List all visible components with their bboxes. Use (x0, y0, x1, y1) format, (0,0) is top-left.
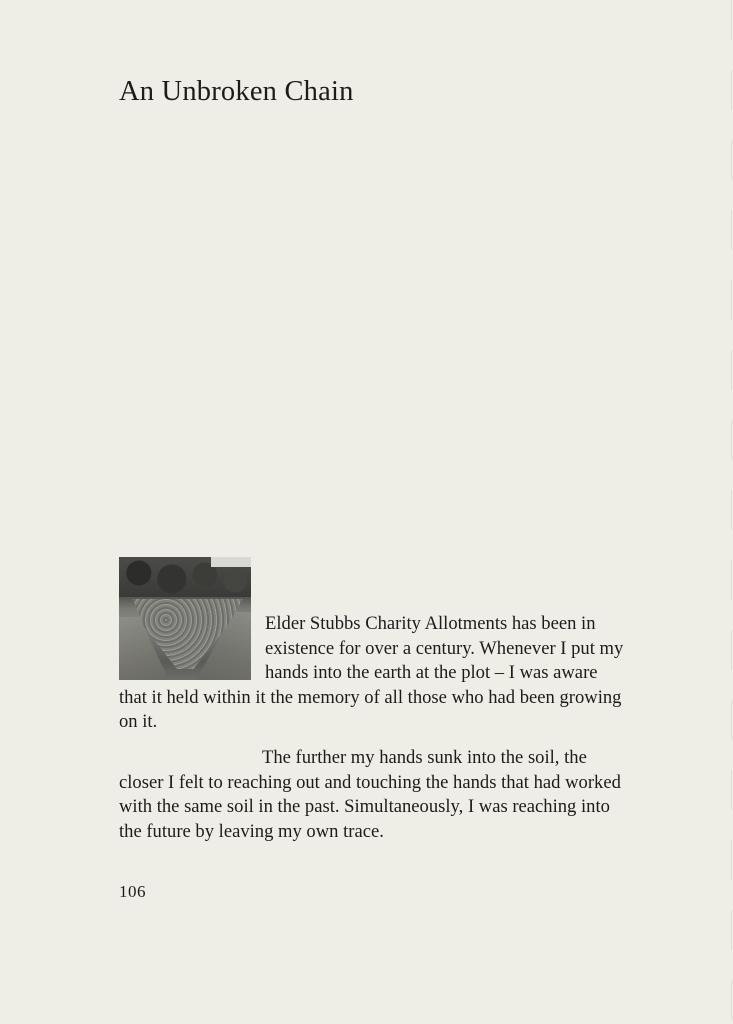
photo-sky (211, 557, 251, 567)
text-line: hands into the earth at the plot – I was aware (265, 662, 598, 683)
text-line: Elder Stubbs Charity Allotments has been in (265, 613, 596, 634)
page-number: 106 (119, 882, 146, 901)
text-line: the future by leaving my own trace. (119, 821, 384, 842)
page-title: An Unbroken Chain (119, 76, 354, 107)
page-edge-divider (731, 0, 732, 1024)
text-line: with the same soil in the past. Simultaneously, I was reaching into (119, 796, 610, 817)
text-line: that it held within it the memory of all those who had been growing (119, 687, 622, 708)
text-line: The further my hands sunk into the soil, the (262, 747, 587, 768)
text-line: on it. (119, 711, 158, 732)
text-line: existence for over a century. Whenever I put my (265, 638, 624, 659)
text-line: closer I felt to reaching out and touching the hands that had worked (119, 772, 621, 793)
allotment-photo (119, 557, 251, 680)
